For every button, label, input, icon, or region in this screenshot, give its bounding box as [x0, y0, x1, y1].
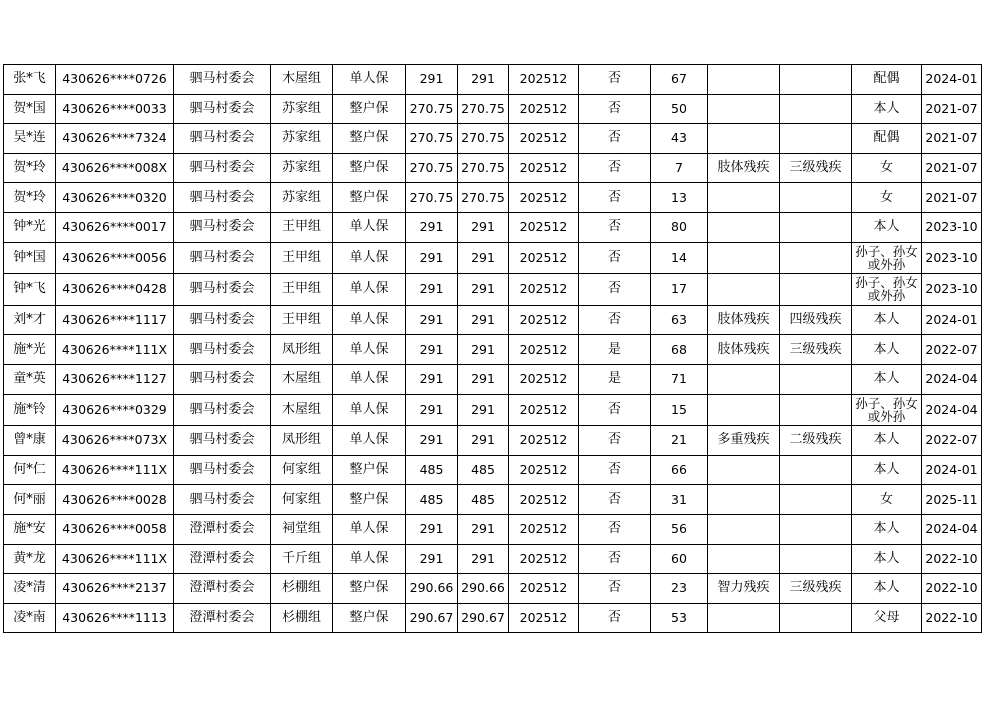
table-row	[4, 394, 982, 426]
cell-since: 2023-10	[922, 242, 982, 274]
cell-period: 202512	[509, 544, 579, 574]
cell-village: 驷马村委会	[174, 65, 271, 95]
cell-age: 63	[651, 305, 708, 335]
cell-type: 单人保	[333, 212, 406, 242]
cell-village: 驷马村委会	[174, 485, 271, 515]
cell-village: 驷马村委会	[174, 124, 271, 154]
cell-since: 2021-07	[922, 183, 982, 213]
cell-disability-level	[780, 364, 852, 394]
cell-since: 2021-07	[922, 153, 982, 183]
cell-group: 何家组	[271, 455, 333, 485]
cell-period: 202512	[509, 574, 579, 604]
cell-flag: 否	[579, 394, 651, 426]
cell-name: 吴*连	[4, 124, 56, 154]
cell-period: 202512	[509, 603, 579, 633]
cell-village: 驷马村委会	[174, 364, 271, 394]
cell-group: 苏家组	[271, 153, 333, 183]
table-row	[4, 305, 982, 335]
cell-flag: 否	[579, 574, 651, 604]
cell-amount1: 291	[406, 364, 458, 394]
cell-group: 何家组	[271, 485, 333, 515]
cell-disability-level	[780, 242, 852, 274]
cell-relation: 本人	[852, 574, 922, 604]
cell-amount2: 291	[458, 335, 509, 365]
cell-type: 整户保	[333, 183, 406, 213]
table-row	[4, 94, 982, 124]
cell-amount1: 485	[406, 485, 458, 515]
cell-age: 66	[651, 455, 708, 485]
cell-period: 202512	[509, 455, 579, 485]
cell-relation: 本人	[852, 305, 922, 335]
cell-since: 2023-10	[922, 212, 982, 242]
cell-disability-type	[708, 603, 780, 633]
cell-flag: 否	[579, 514, 651, 544]
table-row	[4, 65, 982, 95]
cell-name: 施*安	[4, 514, 56, 544]
cell-id: 430626****111X	[56, 335, 174, 365]
cell-since: 2022-07	[922, 426, 982, 456]
cell-flag: 否	[579, 153, 651, 183]
cell-disability-type	[708, 455, 780, 485]
cell-id: 430626****2137	[56, 574, 174, 604]
table-row	[4, 212, 982, 242]
cell-disability-type	[708, 485, 780, 515]
cell-amount2: 290.66	[458, 574, 509, 604]
cell-group: 王甲组	[271, 274, 333, 306]
cell-disability-level	[780, 394, 852, 426]
cell-since: 2024-01	[922, 65, 982, 95]
cell-age: 14	[651, 242, 708, 274]
cell-village: 驷马村委会	[174, 394, 271, 426]
cell-type: 整户保	[333, 124, 406, 154]
cell-disability-type	[708, 544, 780, 574]
table-row	[4, 574, 982, 604]
cell-period: 202512	[509, 242, 579, 274]
cell-flag: 否	[579, 124, 651, 154]
cell-id: 430626****7324	[56, 124, 174, 154]
table-row	[4, 274, 982, 306]
cell-name: 何*丽	[4, 485, 56, 515]
cell-group: 杉棚组	[271, 603, 333, 633]
table-row	[4, 455, 982, 485]
table-row	[4, 603, 982, 633]
cell-name: 钟*飞	[4, 274, 56, 306]
cell-id: 430626****111X	[56, 455, 174, 485]
cell-group: 木屋组	[271, 65, 333, 95]
cell-id: 430626****0056	[56, 242, 174, 274]
cell-amount1: 291	[406, 242, 458, 274]
cell-id: 430626****0017	[56, 212, 174, 242]
cell-age: 17	[651, 274, 708, 306]
cell-since: 2022-10	[922, 574, 982, 604]
cell-amount1: 270.75	[406, 94, 458, 124]
cell-amount1: 291	[406, 335, 458, 365]
cell-type: 整户保	[333, 455, 406, 485]
cell-id: 430626****0028	[56, 485, 174, 515]
cell-relation: 配偶	[852, 124, 922, 154]
cell-age: 15	[651, 394, 708, 426]
cell-amount2: 270.75	[458, 124, 509, 154]
cell-type: 整户保	[333, 574, 406, 604]
cell-disability-type: 智力残疾	[708, 574, 780, 604]
cell-age: 31	[651, 485, 708, 515]
cell-disability-level	[780, 212, 852, 242]
cell-relation: 女	[852, 485, 922, 515]
cell-period: 202512	[509, 183, 579, 213]
cell-relation: 本人	[852, 514, 922, 544]
cell-name: 贺*玲	[4, 183, 56, 213]
cell-group: 王甲组	[271, 305, 333, 335]
cell-amount2: 270.75	[458, 153, 509, 183]
cell-name: 黄*龙	[4, 544, 56, 574]
cell-type: 整户保	[333, 485, 406, 515]
cell-disability-level	[780, 183, 852, 213]
cell-disability-level	[780, 94, 852, 124]
cell-group: 王甲组	[271, 242, 333, 274]
cell-relation: 本人	[852, 364, 922, 394]
cell-id: 430626****0058	[56, 514, 174, 544]
cell-type: 单人保	[333, 305, 406, 335]
cell-relation: 本人	[852, 455, 922, 485]
cell-disability-level: 四级残疾	[780, 305, 852, 335]
cell-village: 驷马村委会	[174, 335, 271, 365]
cell-since: 2022-10	[922, 603, 982, 633]
cell-flag: 否	[579, 603, 651, 633]
cell-amount1: 270.75	[406, 124, 458, 154]
cell-age: 21	[651, 426, 708, 456]
cell-amount1: 291	[406, 305, 458, 335]
table-row	[4, 364, 982, 394]
cell-group: 苏家组	[271, 124, 333, 154]
cell-age: 60	[651, 544, 708, 574]
cell-village: 澄潭村委会	[174, 544, 271, 574]
cell-disability-type	[708, 514, 780, 544]
cell-disability-type	[708, 124, 780, 154]
cell-id: 430626****1117	[56, 305, 174, 335]
cell-period: 202512	[509, 212, 579, 242]
cell-amount2: 485	[458, 485, 509, 515]
cell-period: 202512	[509, 485, 579, 515]
cell-amount1: 291	[406, 426, 458, 456]
cell-id: 430626****0033	[56, 94, 174, 124]
cell-group: 千斤组	[271, 544, 333, 574]
cell-disability-level: 二级残疾	[780, 426, 852, 456]
cell-amount2: 291	[458, 426, 509, 456]
cell-relation: 本人	[852, 426, 922, 456]
cell-disability-level: 三级残疾	[780, 153, 852, 183]
cell-village: 驷马村委会	[174, 274, 271, 306]
cell-amount2: 291	[458, 65, 509, 95]
cell-id: 430626****0726	[56, 65, 174, 95]
cell-id: 430626****0320	[56, 183, 174, 213]
cell-relation: 孙子、孙女或外孙	[852, 274, 922, 306]
cell-name: 刘*才	[4, 305, 56, 335]
cell-amount1: 291	[406, 544, 458, 574]
cell-disability-type	[708, 212, 780, 242]
cell-type: 单人保	[333, 364, 406, 394]
table-row	[4, 514, 982, 544]
cell-relation: 孙子、孙女或外孙	[852, 242, 922, 274]
cell-amount2: 291	[458, 514, 509, 544]
cell-type: 整户保	[333, 603, 406, 633]
cell-relation: 配偶	[852, 65, 922, 95]
cell-village: 澄潭村委会	[174, 574, 271, 604]
cell-type: 单人保	[333, 242, 406, 274]
cell-period: 202512	[509, 153, 579, 183]
cell-age: 71	[651, 364, 708, 394]
cell-amount1: 291	[406, 514, 458, 544]
cell-flag: 否	[579, 544, 651, 574]
cell-since: 2022-07	[922, 335, 982, 365]
cell-disability-type: 肢体残疾	[708, 305, 780, 335]
cell-name: 凌*南	[4, 603, 56, 633]
table-row	[4, 183, 982, 213]
cell-village: 驷马村委会	[174, 305, 271, 335]
cell-amount2: 291	[458, 364, 509, 394]
cell-amount1: 270.75	[406, 153, 458, 183]
cell-village: 澄潭村委会	[174, 514, 271, 544]
cell-group: 祠堂组	[271, 514, 333, 544]
cell-since: 2021-07	[922, 94, 982, 124]
cell-amount2: 291	[458, 305, 509, 335]
cell-flag: 否	[579, 455, 651, 485]
cell-flag: 否	[579, 65, 651, 95]
cell-group: 杉棚组	[271, 574, 333, 604]
cell-since: 2021-07	[922, 124, 982, 154]
cell-village: 驷马村委会	[174, 153, 271, 183]
cell-name: 钟*国	[4, 242, 56, 274]
cell-age: 7	[651, 153, 708, 183]
cell-amount2: 291	[458, 242, 509, 274]
cell-name: 施*光	[4, 335, 56, 365]
cell-village: 驷马村委会	[174, 426, 271, 456]
cell-relation: 本人	[852, 335, 922, 365]
cell-relation: 女	[852, 153, 922, 183]
cell-group: 苏家组	[271, 94, 333, 124]
cell-name: 贺*玲	[4, 153, 56, 183]
cell-type: 单人保	[333, 65, 406, 95]
cell-village: 驷马村委会	[174, 242, 271, 274]
cell-flag: 否	[579, 274, 651, 306]
cell-type: 单人保	[333, 514, 406, 544]
cell-id: 430626****1113	[56, 603, 174, 633]
cell-age: 68	[651, 335, 708, 365]
cell-name: 童*英	[4, 364, 56, 394]
cell-relation: 本人	[852, 94, 922, 124]
cell-relation: 孙子、孙女或外孙	[852, 394, 922, 426]
cell-relation: 本人	[852, 212, 922, 242]
cell-disability-level	[780, 485, 852, 515]
cell-name: 施*铃	[4, 394, 56, 426]
cell-disability-level	[780, 603, 852, 633]
cell-period: 202512	[509, 364, 579, 394]
cell-amount1: 290.67	[406, 603, 458, 633]
table-row	[4, 335, 982, 365]
cell-period: 202512	[509, 124, 579, 154]
cell-amount2: 291	[458, 394, 509, 426]
cell-period: 202512	[509, 426, 579, 456]
cell-disability-type	[708, 274, 780, 306]
cell-flag: 否	[579, 242, 651, 274]
cell-disability-level	[780, 274, 852, 306]
cell-id: 430626****073X	[56, 426, 174, 456]
cell-since: 2023-10	[922, 274, 982, 306]
cell-id: 430626****008X	[56, 153, 174, 183]
cell-flag: 是	[579, 335, 651, 365]
cell-type: 单人保	[333, 394, 406, 426]
cell-since: 2024-04	[922, 394, 982, 426]
cell-disability-level: 三级残疾	[780, 574, 852, 604]
cell-disability-level	[780, 65, 852, 95]
cell-flag: 否	[579, 94, 651, 124]
cell-disability-level	[780, 455, 852, 485]
cell-amount1: 485	[406, 455, 458, 485]
cell-flag: 否	[579, 183, 651, 213]
cell-amount1: 291	[406, 394, 458, 426]
cell-relation: 女	[852, 183, 922, 213]
cell-since: 2024-04	[922, 364, 982, 394]
table-row	[4, 426, 982, 456]
cell-group: 王甲组	[271, 212, 333, 242]
cell-age: 53	[651, 603, 708, 633]
cell-relation: 本人	[852, 544, 922, 574]
cell-amount2: 290.67	[458, 603, 509, 633]
cell-since: 2024-04	[922, 514, 982, 544]
cell-name: 贺*国	[4, 94, 56, 124]
cell-village: 驷马村委会	[174, 212, 271, 242]
cell-disability-type: 肢体残疾	[708, 153, 780, 183]
records-table	[3, 64, 982, 633]
cell-village: 驷马村委会	[174, 94, 271, 124]
cell-age: 80	[651, 212, 708, 242]
cell-village: 驷马村委会	[174, 455, 271, 485]
cell-relation: 父母	[852, 603, 922, 633]
cell-age: 23	[651, 574, 708, 604]
cell-name: 曾*康	[4, 426, 56, 456]
cell-type: 单人保	[333, 274, 406, 306]
cell-flag: 否	[579, 426, 651, 456]
cell-disability-type: 肢体残疾	[708, 335, 780, 365]
table-row	[4, 124, 982, 154]
cell-group: 木屋组	[271, 364, 333, 394]
cell-id: 430626****111X	[56, 544, 174, 574]
cell-disability-type	[708, 394, 780, 426]
cell-amount2: 291	[458, 544, 509, 574]
cell-since: 2025-11	[922, 485, 982, 515]
cell-group: 木屋组	[271, 394, 333, 426]
cell-amount1: 290.66	[406, 574, 458, 604]
cell-age: 50	[651, 94, 708, 124]
cell-disability-type	[708, 242, 780, 274]
cell-name: 钟*光	[4, 212, 56, 242]
cell-disability-type	[708, 65, 780, 95]
cell-flag: 否	[579, 485, 651, 515]
cell-amount1: 291	[406, 274, 458, 306]
cell-disability-type	[708, 94, 780, 124]
cell-period: 202512	[509, 65, 579, 95]
cell-period: 202512	[509, 274, 579, 306]
cell-type: 单人保	[333, 426, 406, 456]
cell-flag: 否	[579, 305, 651, 335]
table-row	[4, 242, 982, 274]
cell-period: 202512	[509, 514, 579, 544]
table-row	[4, 153, 982, 183]
cell-amount2: 270.75	[458, 94, 509, 124]
cell-disability-level: 三级残疾	[780, 335, 852, 365]
cell-age: 13	[651, 183, 708, 213]
cell-type: 单人保	[333, 544, 406, 574]
cell-age: 56	[651, 514, 708, 544]
cell-type: 整户保	[333, 153, 406, 183]
cell-period: 202512	[509, 305, 579, 335]
cell-village: 驷马村委会	[174, 183, 271, 213]
cell-age: 43	[651, 124, 708, 154]
table-row	[4, 485, 982, 515]
cell-amount2: 291	[458, 212, 509, 242]
cell-amount2: 291	[458, 274, 509, 306]
cell-name: 张*飞	[4, 65, 56, 95]
cell-since: 2022-10	[922, 544, 982, 574]
cell-group: 苏家组	[271, 183, 333, 213]
cell-flag: 是	[579, 364, 651, 394]
cell-amount2: 270.75	[458, 183, 509, 213]
cell-group: 凤形组	[271, 426, 333, 456]
cell-id: 430626****0428	[56, 274, 174, 306]
cell-amount1: 291	[406, 65, 458, 95]
cell-amount1: 291	[406, 212, 458, 242]
cell-disability-level	[780, 514, 852, 544]
cell-disability-level	[780, 544, 852, 574]
cell-age: 67	[651, 65, 708, 95]
cell-name: 凌*清	[4, 574, 56, 604]
cell-amount1: 270.75	[406, 183, 458, 213]
cell-village: 澄潭村委会	[174, 603, 271, 633]
cell-name: 何*仁	[4, 455, 56, 485]
cell-disability-type: 多重残疾	[708, 426, 780, 456]
cell-amount2: 485	[458, 455, 509, 485]
cell-disability-type	[708, 364, 780, 394]
cell-period: 202512	[509, 394, 579, 426]
cell-id: 430626****1127	[56, 364, 174, 394]
cell-disability-type	[708, 183, 780, 213]
cell-type: 整户保	[333, 94, 406, 124]
cell-period: 202512	[509, 335, 579, 365]
cell-since: 2024-01	[922, 305, 982, 335]
cell-flag: 否	[579, 212, 651, 242]
cell-group: 凤形组	[271, 335, 333, 365]
cell-since: 2024-01	[922, 455, 982, 485]
cell-type: 单人保	[333, 335, 406, 365]
table-row	[4, 544, 982, 574]
cell-disability-level	[780, 124, 852, 154]
cell-period: 202512	[509, 94, 579, 124]
cell-id: 430626****0329	[56, 394, 174, 426]
records-body	[4, 65, 982, 633]
